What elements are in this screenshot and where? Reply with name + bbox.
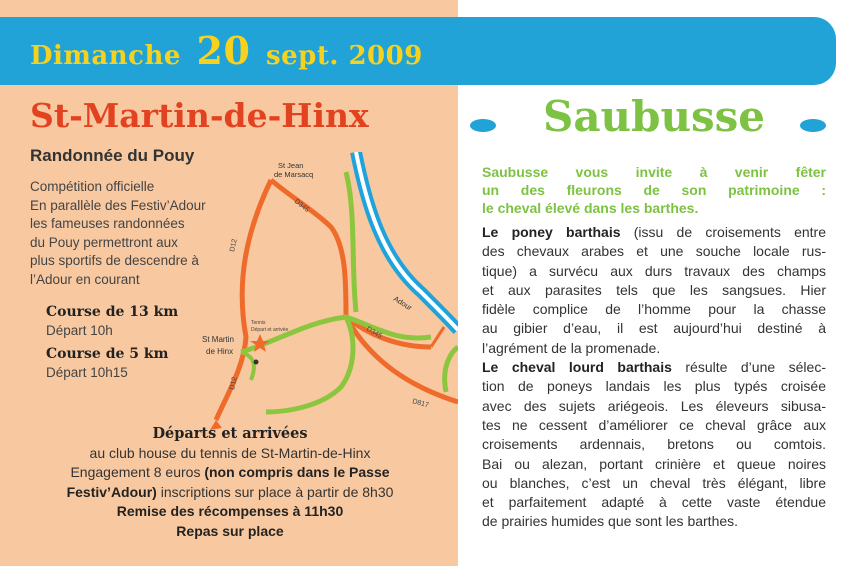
- body-line: croisements ardennais, bretons ou comtois.: [482, 436, 826, 453]
- road-d345-north: [271, 180, 346, 317]
- road-d12: [216, 180, 271, 420]
- st-martin-title: St-Martin-de-Hinx: [30, 96, 369, 135]
- event-date: [30, 28, 423, 73]
- map-label-d817: D817: [411, 398, 430, 410]
- intro-line: le cheval élevé dans les barthes.: [482, 200, 699, 216]
- body-line: fidèle complice de l’homme pour la chasse: [482, 301, 826, 318]
- saubusse-body: [482, 223, 826, 532]
- repas-line: Repas sur place: [176, 522, 284, 539]
- course-5km-depart: Départ 10h15: [46, 365, 128, 380]
- randonnee-subtitle: Randonnée du Pouy: [30, 146, 195, 165]
- body-line: au gibier d’eau, il est aujourd’hui destiné à: [482, 320, 826, 337]
- map-label-depart-arrivee: Départ et arrivée: [251, 327, 289, 333]
- body-line: [482, 358, 826, 377]
- engagement-text: Engagement 8 euros: [70, 464, 205, 480]
- lead-line: l’Adour en courant: [30, 271, 140, 287]
- lead-line: du Pouy permettront aux: [30, 234, 178, 250]
- inscriptions-text: inscriptions sur place à partir de 8h30: [156, 483, 394, 500]
- body-line: ou blanches, c’est un cheval très élégant, libre: [482, 474, 826, 491]
- church-icon: [254, 360, 259, 365]
- map-label-st-jean: St Jean: [278, 161, 304, 170]
- departs-line-engagement: [20, 463, 440, 483]
- departs-line-inscriptions: [20, 483, 440, 503]
- body-line: tique) a survécu aux durs travaux des champs: [482, 262, 826, 279]
- saubusse-intro: [482, 163, 826, 217]
- road-spur: [431, 327, 444, 347]
- engagement-note: (non compris dans le Passe: [204, 464, 390, 480]
- body-line: avec des sujets ariégeois. Les éleveurs sibusa-: [482, 397, 826, 414]
- body-line: des chevaux arabes et une souche locale rus-: [482, 243, 826, 260]
- lead-line: plus sportifs de descendre à: [30, 253, 199, 269]
- intro-line: Saubusse vous invite à venir fêter: [482, 164, 826, 180]
- recompenses-line: Remise des récompenses à 11h30: [116, 503, 344, 519]
- map-label-d345-mid: D345: [365, 325, 383, 341]
- body-text: (issu de croisements entre: [620, 224, 826, 240]
- body-line: tes ne cessent d’améliorer ce cheval grâce aux: [482, 416, 826, 433]
- lead-line: Compétition officielle: [30, 179, 155, 194]
- body-line: Bai ou alezan, portant crinière et queue noires: [482, 455, 826, 472]
- map-label-marsacq: de Marsacq: [274, 170, 314, 179]
- saubusse-section: [458, 0, 850, 566]
- right-dot-icon: [800, 119, 826, 132]
- body-line: [482, 223, 826, 242]
- course-5km-heading: Course de 5 km: [46, 346, 169, 362]
- course-13km-depart: Départ 10h: [46, 323, 113, 338]
- body-line: tion de poneys landais les plus typés croisée: [482, 378, 826, 395]
- map-label-adour: Adour: [391, 294, 414, 313]
- passe-festivadour: Festiv’Adour): [66, 483, 157, 500]
- departs-heading: Départs et arrivées: [152, 425, 308, 442]
- lead-line: les fameuses randonnées: [30, 216, 185, 232]
- body-text: résulte d’une sélec-: [671, 359, 826, 376]
- body-line: l’agrément de la promenade.: [482, 339, 661, 356]
- route-map: [196, 152, 458, 430]
- date-day: Dimanche: [30, 41, 181, 71]
- date-number: 20: [196, 28, 251, 73]
- course-13km-heading: Course de 13 km: [46, 304, 179, 320]
- intro-line: un des fleurons de son patrimoine :: [482, 182, 826, 198]
- date-month-year: sept. 2009: [265, 41, 423, 71]
- map-label-d12-top: D12: [229, 238, 239, 253]
- body-line: et parfaitement adapté à cette vaste étendue: [482, 494, 826, 511]
- saubusse-title: Saubusse: [543, 92, 765, 141]
- departs-line-location: au club house du tennis de St-Martin-de-Hinx: [89, 444, 371, 461]
- map-label-tennis: Tennis: [251, 320, 266, 326]
- cheval-lourd-heading: Le cheval lourd barthais: [482, 359, 672, 376]
- lead-line: En parallèle des Festiv’Adour: [30, 197, 206, 213]
- map-label-d12-bottom: D12: [229, 376, 239, 391]
- body-line: de prairies humides que sont les barthes.: [482, 513, 739, 530]
- map-label-st-martin: St Martin: [202, 335, 235, 344]
- body-line: et aux parasites tels que les sangsues. Hier: [482, 281, 826, 298]
- departs-info: [20, 424, 440, 541]
- map-label-de-hinx: de Hinx: [206, 347, 234, 356]
- road-green-main: [241, 317, 431, 352]
- road-green-east: [445, 347, 458, 392]
- map-label-d345-top: D345: [292, 198, 311, 214]
- poney-barthais-heading: Le poney barthais: [482, 224, 621, 240]
